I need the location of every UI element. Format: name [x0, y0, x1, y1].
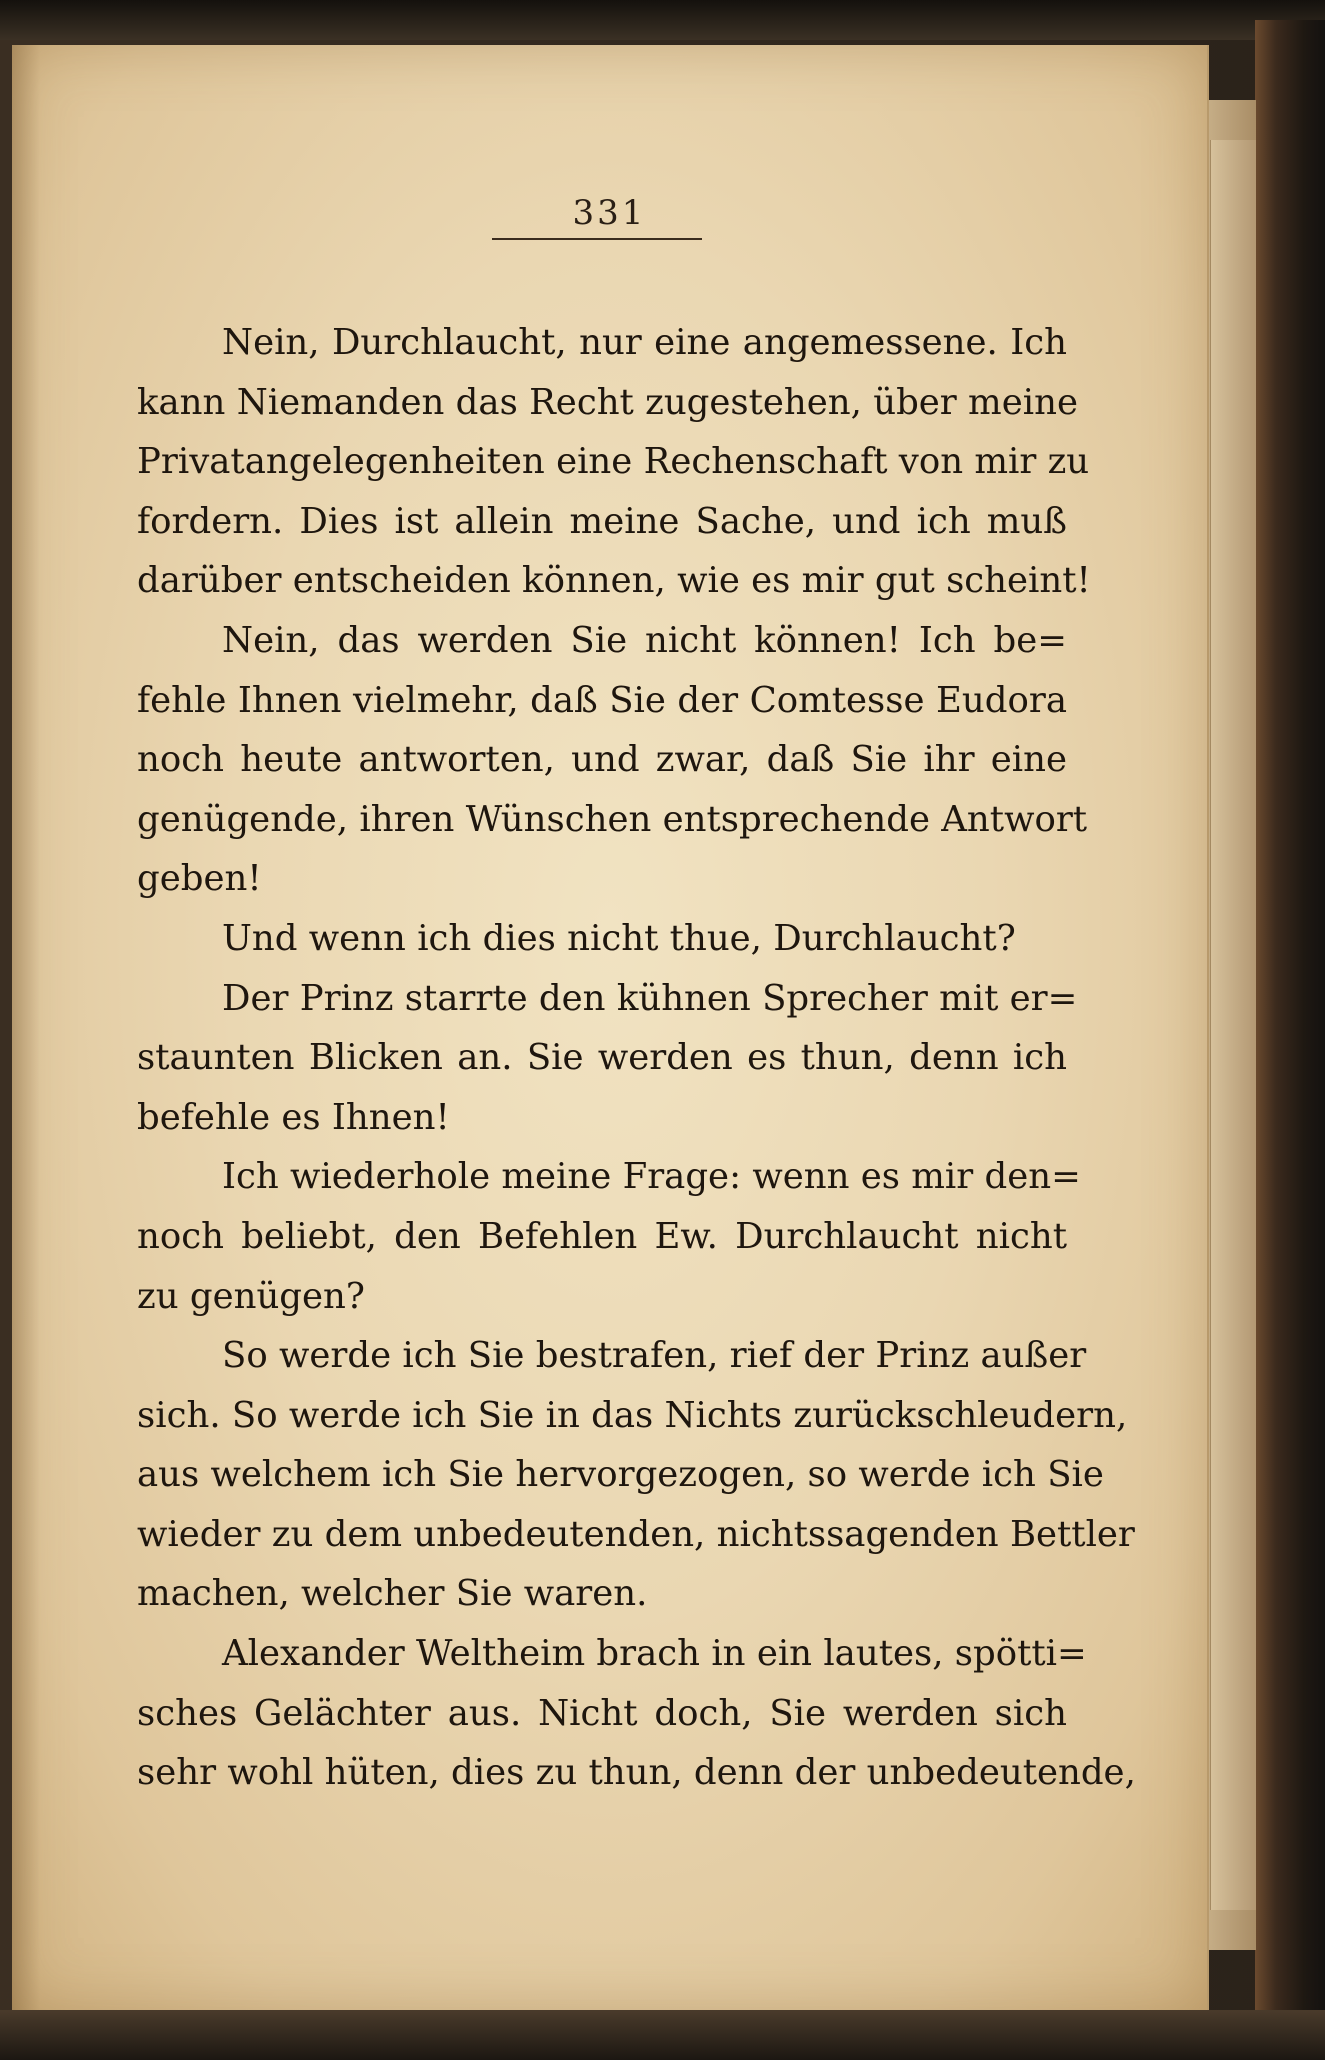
text-line: geben!: [137, 858, 262, 900]
text-line: Nein, Durchlaucht, nur eine angemessene. Ich: [222, 322, 1067, 363]
header-rule: [492, 238, 702, 240]
text-line: machen, welcher Sie waren.: [137, 1573, 648, 1615]
page-number: 331: [572, 193, 647, 233]
text-line: sehr wohl hüten, dies zu thun, denn der unbedeutende,: [137, 1752, 1136, 1794]
text-line: So werde ich Sie bestrafen, rief der Prinz außer: [222, 1335, 1087, 1377]
text-line: wieder zu dem unbedeutenden, nichtssagenden Bettler: [137, 1513, 1135, 1555]
book-page: [12, 45, 1209, 2010]
text-line: sches Gelächter aus. Nicht doch, Sie werden sich: [137, 1692, 1067, 1734]
text-line: Ich wiederhole meine Frage: wenn es mir den=: [222, 1156, 1081, 1198]
text-line: Alexander Weltheim brach in ein lautes, spötti=: [222, 1633, 1087, 1675]
text-line: fehle Ihnen vielmehr, daß Sie der Comtesse Eudora: [137, 679, 1067, 721]
text-line: noch heute antworten, und zwar, daß Sie ihr eine: [137, 739, 1067, 781]
text-line: genügende, ihren Wünschen entsprechende Antwort: [137, 798, 1088, 840]
text-line: sich. So werde ich Sie in das Nichts zurückschleudern,: [137, 1394, 1128, 1436]
text-line: Und wenn ich dies nicht thue, Durchlaucht?: [222, 917, 1016, 959]
body-text: [137, 313, 1136, 1803]
text-line: darüber entscheiden können, wie es mir gut scheint!: [137, 560, 1091, 602]
scan-top-edge: [0, 0, 1325, 40]
text-line: noch beliebt, den Befehlen Ew. Durchlaucht nicht: [137, 1215, 1067, 1257]
book-cover-edge: [1255, 20, 1325, 2060]
text-line: fordern. Dies ist allein meine Sache, und ich muß: [137, 500, 1067, 542]
text-line: kann Niemanden das Recht zugestehen, über meine: [137, 381, 1078, 423]
text-line: Privatangelegenheiten eine Rechenschaft von mir zu: [137, 441, 1090, 483]
gutter-shadow: [12, 45, 40, 2010]
scan-bottom-edge: [0, 2010, 1325, 2060]
text-line: staunten Blicken an. Sie werden es thun, denn ich: [137, 1037, 1067, 1079]
page-stack-edge: [1210, 140, 1256, 1910]
text-line: Der Prinz starrte den kühnen Sprecher mit er=: [222, 977, 1078, 1019]
text-line: aus welchem ich Sie hervorgezogen, so werde ich Sie: [137, 1454, 1104, 1496]
text-line: befehle es Ihnen!: [137, 1096, 450, 1138]
text-line: Nein, das werden Sie nicht können! Ich be=: [222, 619, 1067, 661]
text-line: zu genügen?: [137, 1275, 365, 1317]
